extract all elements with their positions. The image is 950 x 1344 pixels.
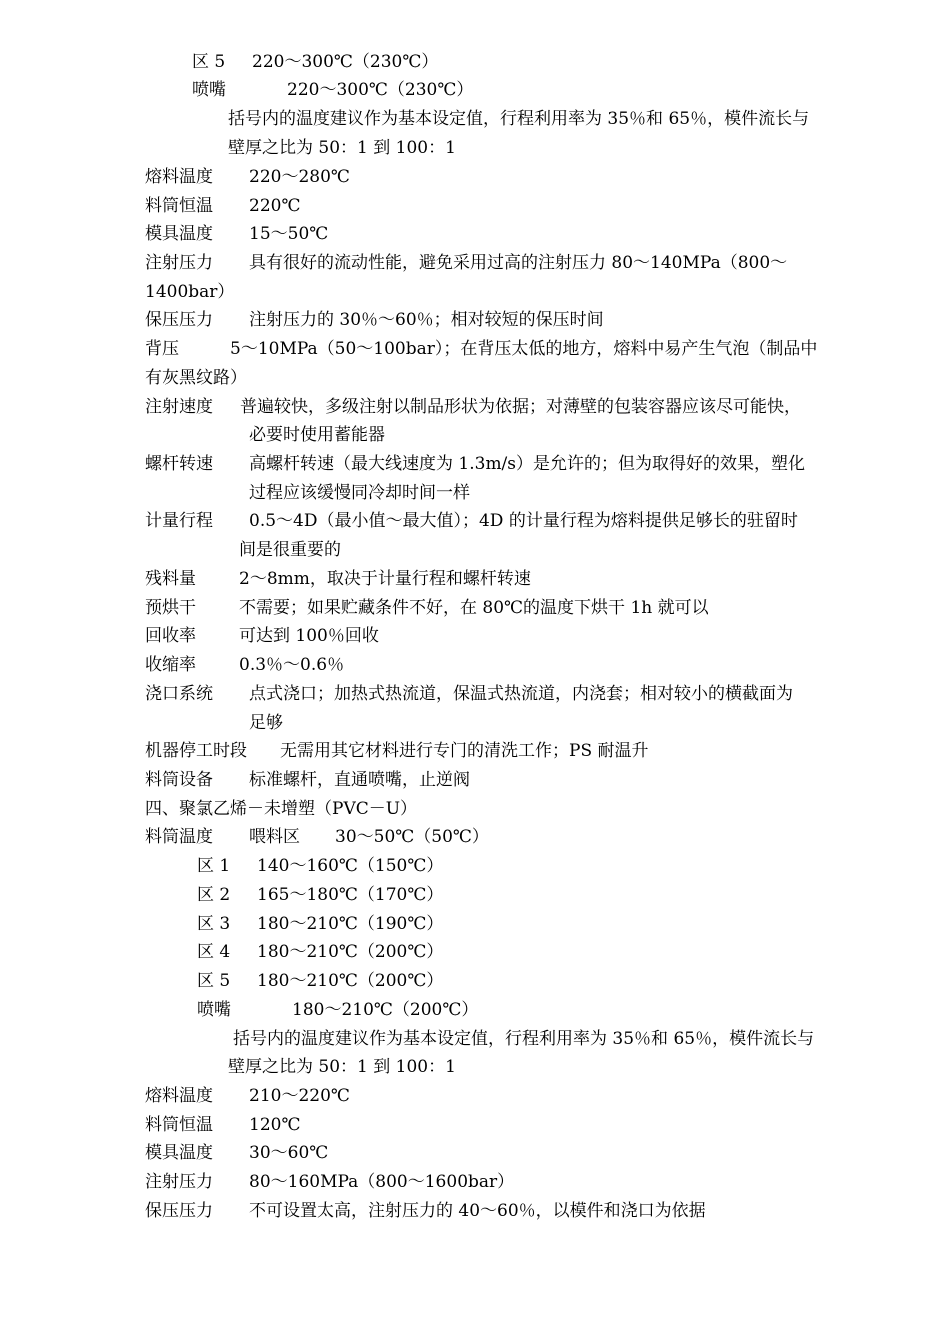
nozzle-label: 喷嘴: [192, 80, 226, 100]
zone-row: [197, 852, 443, 880]
param-label: 料筒设备: [145, 770, 213, 790]
param-row: [145, 220, 328, 248]
param-row: [145, 306, 604, 334]
zone-label: 区 1: [197, 856, 231, 876]
zone-value: 165～180℃（170℃）: [257, 885, 444, 905]
param-value: 可达到 100％回收: [239, 626, 379, 646]
zone-row: [197, 938, 443, 966]
param-value: 120℃: [249, 1115, 301, 1135]
note-line-2: 壁厚之比为 50：1 到 100：1: [228, 1057, 456, 1077]
param-row: [145, 651, 344, 679]
param-label: 螺杆转速: [145, 454, 213, 474]
zone-label: 区 5: [192, 52, 226, 72]
param-value: 普遍较快，多级注射以制品形状为依据；对薄壁的包装容器应该尽可能快，: [240, 397, 801, 417]
param-row: [145, 192, 300, 220]
param-value: 220℃: [249, 196, 301, 216]
param-value: 无需用其它材料进行专门的清洗工作；PS 耐温升: [280, 741, 649, 761]
param-value: 注射压力的 30％～60％；相对较短的保压时间: [249, 310, 604, 330]
zone-value: 140～160℃（150℃）: [257, 856, 444, 876]
param-label: 熔料温度: [145, 1086, 213, 1106]
zone-row: [197, 910, 443, 938]
param-row: [145, 1111, 300, 1139]
param-value: 210～220℃: [249, 1086, 350, 1106]
feed-label: 喂料区: [249, 827, 300, 847]
param-row: [145, 565, 531, 593]
param-label: 料筒恒温: [145, 196, 213, 216]
param-value: 高螺杆转速（最大线速度为 1.3m/s）是允许的；但为取得好的效果，塑化: [249, 454, 806, 474]
param-row: [145, 766, 470, 794]
barrel-label: 料筒温度: [145, 827, 213, 847]
nozzle-value: 180～210℃（200℃）: [292, 1000, 479, 1020]
param-label: 预烘干: [145, 598, 196, 618]
param-label: 模具温度: [145, 224, 213, 244]
param-row: [145, 163, 350, 191]
zone-value: 220～300℃（230℃）: [252, 52, 439, 72]
zone5-row: [192, 48, 438, 76]
param-row: [145, 393, 801, 421]
param-label: 保压压力: [145, 310, 213, 330]
param-value: 15～50℃: [249, 224, 329, 244]
param-label: 注射压力: [145, 1172, 213, 1192]
param-row: [145, 335, 817, 363]
param-value: 不可设置太高，注射压力的 40～60％，以模件和浇口为依据: [249, 1201, 706, 1221]
param-row: [145, 594, 709, 622]
zone-label: 区 3: [197, 914, 231, 934]
param-row: [145, 1168, 514, 1196]
note-line-1: 括号内的温度建议作为基本设定值，行程利用率为 35％和 65％，模件流长与: [228, 109, 810, 129]
param-row: [145, 622, 379, 650]
param-row: [145, 1197, 706, 1225]
note-line-2: 壁厚之比为 50：1 到 100：1: [228, 138, 456, 158]
param-label: 背压: [145, 339, 179, 359]
param-row: [145, 1082, 350, 1110]
param-label: 机器停工时段: [145, 741, 247, 761]
nozzle-label: 喷嘴: [197, 1000, 231, 1020]
param-value: 80～160MPa（800～1600bar）: [249, 1172, 515, 1192]
param-label: 残料量: [145, 569, 196, 589]
zone-row: [197, 881, 443, 909]
param-value: 点式浇口；加热式热流道，保温式热流道，内浇套；相对较小的横截面为: [249, 684, 793, 704]
barrel-temp-row: [145, 823, 489, 851]
param-value: 2～8mm，取决于计量行程和螺杆转速: [239, 569, 531, 589]
param-label: 浇口系统: [145, 684, 213, 704]
param-label: 注射压力: [145, 253, 213, 273]
param-row: [145, 737, 649, 765]
zone-value: 180～210℃（200℃）: [257, 942, 444, 962]
param-continuation: 过程应该缓慢同冷却时间一样: [249, 483, 470, 503]
param-value: 5～10MPa（50～100bar）；在背压太低的地方，熔料中易产生气泡（制品中: [230, 339, 818, 359]
param-row: [145, 507, 798, 535]
param-row: [145, 680, 793, 708]
param-continuation: 必要时使用蓄能器: [249, 425, 385, 445]
param-continuation: 间是很重要的: [239, 540, 341, 560]
param-value: 0.5～4D（最小值～最大值）；4D 的计量行程为熔料提供足够长的驻留时: [249, 511, 798, 531]
zone-label: 区 4: [197, 942, 231, 962]
param-row: [145, 249, 787, 277]
param-continuation: 有灰黑纹路）: [145, 368, 247, 388]
param-label: 保压压力: [145, 1201, 213, 1221]
param-value: 220～280℃: [249, 167, 350, 187]
nozzle-row: [197, 996, 478, 1024]
feed-value: 30～50℃（50℃）: [335, 827, 489, 847]
param-label: 计量行程: [145, 511, 213, 531]
param-row: [145, 450, 805, 478]
param-label: 模具温度: [145, 1143, 213, 1163]
param-value: 不需要；如果贮藏条件不好，在 80℃的温度下烘干 1h 就可以: [239, 598, 709, 618]
zone-row: [197, 967, 443, 995]
zone-value: 180～210℃（190℃）: [257, 914, 444, 934]
nozzle-row: [192, 76, 473, 104]
param-label: 熔料温度: [145, 167, 213, 187]
zone-value: 180～210℃（200℃）: [257, 971, 444, 991]
zone-label: 区 2: [197, 885, 231, 905]
param-label: 注射速度: [145, 397, 213, 417]
param-value: 30～60℃: [249, 1143, 329, 1163]
zone-label: 区 5: [197, 971, 231, 991]
nozzle-value: 220～300℃（230℃）: [287, 80, 474, 100]
section-heading: 四、聚氯乙烯－未增塑（PVC－U）: [145, 799, 418, 819]
param-label: 回收率: [145, 626, 196, 646]
param-row: [145, 1139, 328, 1167]
param-continuation: 1400bar）: [145, 282, 235, 302]
param-value: 标准螺杆，直通喷嘴，止逆阀: [249, 770, 470, 790]
param-value: 具有很好的流动性能，避免采用过高的注射压力 80～140MPa（800～: [249, 253, 788, 273]
param-value: 0.3％～0.6％: [239, 655, 345, 675]
param-label: 收缩率: [145, 655, 196, 675]
param-label: 料筒恒温: [145, 1115, 213, 1135]
param-continuation: 足够: [249, 713, 283, 733]
note-line-1: 括号内的温度建议作为基本设定值，行程利用率为 35％和 65％，模件流长与: [233, 1029, 815, 1049]
